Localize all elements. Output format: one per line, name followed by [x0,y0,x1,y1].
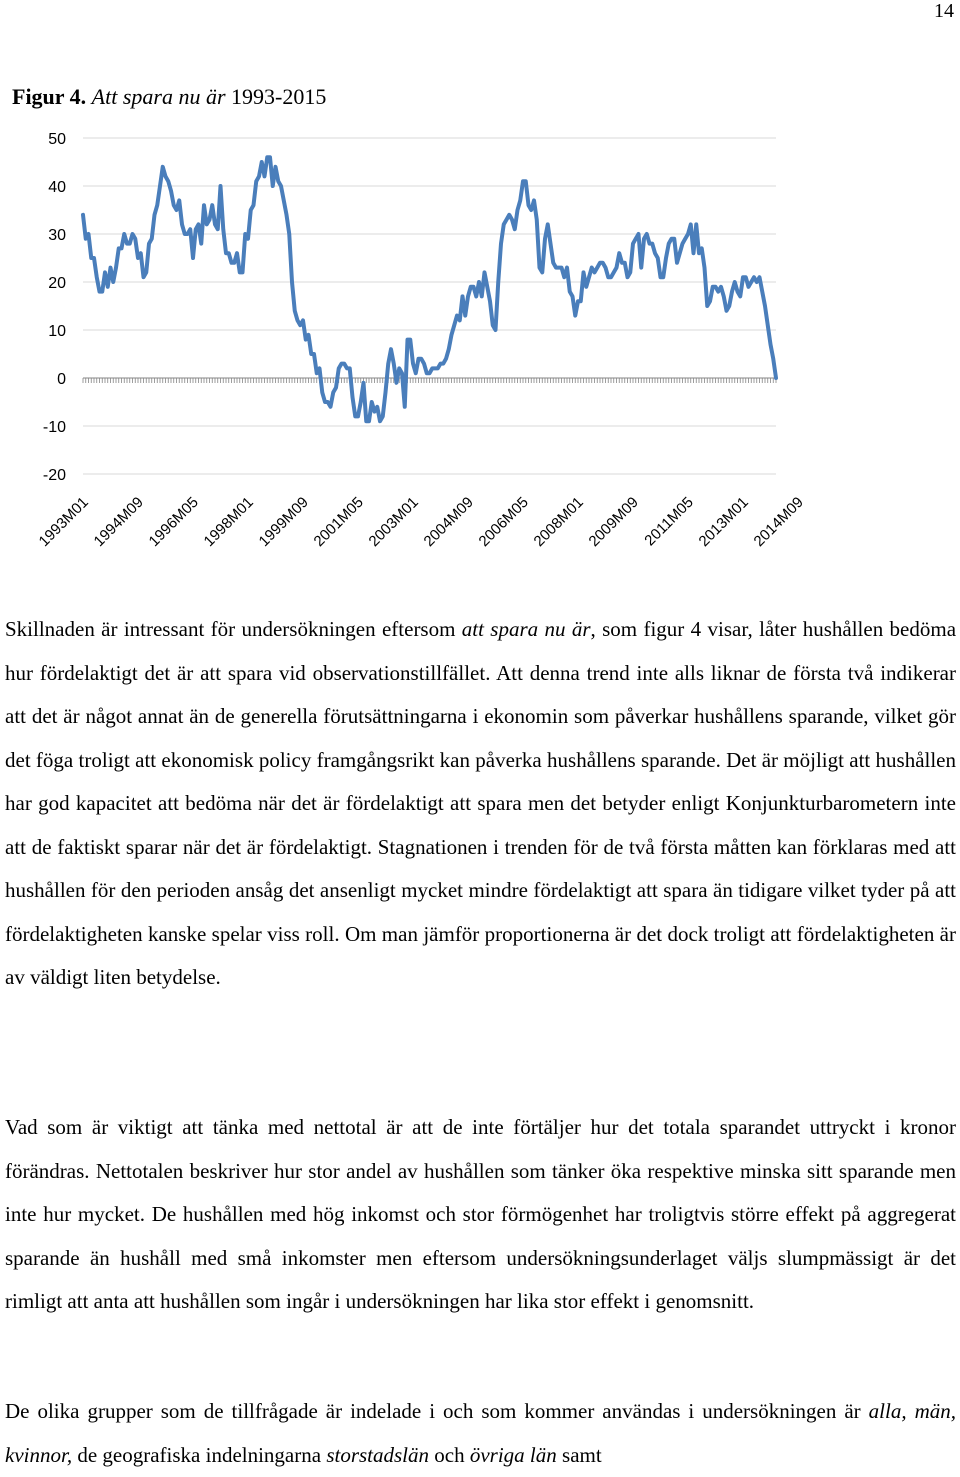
paragraph-1 [5,608,956,1000]
y-axis-labels [43,131,66,484]
text-run: samt [556,1442,602,1467]
text-run: att spara nu är [461,617,591,641]
y-tick-label: 50 [48,131,66,148]
line-chart [0,118,807,578]
text-run: de geografiska indelningarna [72,1442,327,1467]
y-tick-label: 10 [48,323,66,340]
x-axis [83,378,776,383]
text-run: storstadslän [326,1442,430,1467]
y-tick-label: 40 [48,179,66,196]
text-run: övriga län [469,1442,557,1467]
x-tick-label: 2011M05 [641,493,697,550]
x-tick-label: 2014M09 [750,493,807,551]
x-tick-label: 2004M09 [420,493,477,551]
figure-title: Att spara nu är [91,84,226,109]
x-tick-marks [83,378,776,383]
paragraph-2 [5,1106,956,1324]
text-run: alla, män, kvinnor, [5,1399,956,1467]
figure-caption [12,84,326,110]
y-tick-label: 0 [57,371,66,388]
y-tick-label: 20 [48,275,66,292]
x-tick-label: 2009M09 [585,493,642,551]
grid-lines [83,138,776,474]
figure-years: 1993-2015 [231,84,327,109]
y-tick-label: -10 [42,419,66,436]
text-run: Skillnaden är intressant för undersökningen eftersom [5,617,462,641]
x-axis-labels [36,494,807,550]
y-tick-label: -20 [42,467,66,484]
x-tick-label: 1996M05 [145,493,202,551]
text-run: Vad som är viktigt att tänka med nettotal är att de inte förtäljer hur det totala sparandet uttryckt i kronor förändras. Nettotalen beskriver hur stor andel av hushållen som tänker öka respektive minska sitt sparande men inte hur mycket. De hushållen med hög inkomst och stor förmögenhet har troligtvis större effekt på aggregerat sparande än hushåll med små inkomster men eftersom undersökningsunderlaget väljs slumpmässigt är det rimligt att anta att hushållen som ingår i undersökningen har lika stor effekt i genomsnitt. [5,1115,956,1313]
x-tick-label: 2013M01 [695,493,752,551]
x-tick-label: 2001M05 [310,493,367,551]
page-number: 14 [934,0,954,22]
x-tick-label: 1993M01 [35,493,92,551]
x-tick-label: 1999M09 [255,493,312,551]
text-run: och [429,1442,470,1467]
x-tick-label: 1998M01 [200,493,257,551]
x-tick-label: 2008M01 [530,493,587,551]
x-tick-label: 2006M05 [475,493,532,551]
x-tick-label: 1994M09 [90,493,147,551]
figure-label: Figur 4. [12,84,87,109]
text-run: De olika grupper som de tillfrågade är indelade i och som kommer användas i undersökningen är [5,1399,869,1423]
paragraph-3 [5,1390,956,1477]
text-run: , som figur 4 visar, låter hushållen bedöma hur fördelaktigt det är att spara vid observationstillfället. Att denna trend inte alls liknar de första två indikerar att det är något annat än de generella förutsättningarna i ekonomin som påverkar hushållens sparande, vilket gör det föga troligt att ekonomisk policy framgångsrikt kan påverka hushållens sparande. Det är möjligt att hushållen har god kapacitet att bedöma när det är fördelaktigt att spara men det betyder enligt Konjunkturbarometern inte att de faktiskt sparar när det är fördelaktigt. Stagnationen i trenden för de två första måtten kan förklaras med att hushållen för den perioden ansåg det ansenligt mycket mindre fördelaktigt att spara än tidigare vilket tyder på att fördelaktigheten kanske spelar viss roll. Om man jämför proportionerna är det dock troligt att fördelaktigheten är av väldigt liten betydelse. [5,617,957,989]
x-tick-label: 2003M01 [365,493,422,551]
y-tick-label: 30 [48,227,66,244]
